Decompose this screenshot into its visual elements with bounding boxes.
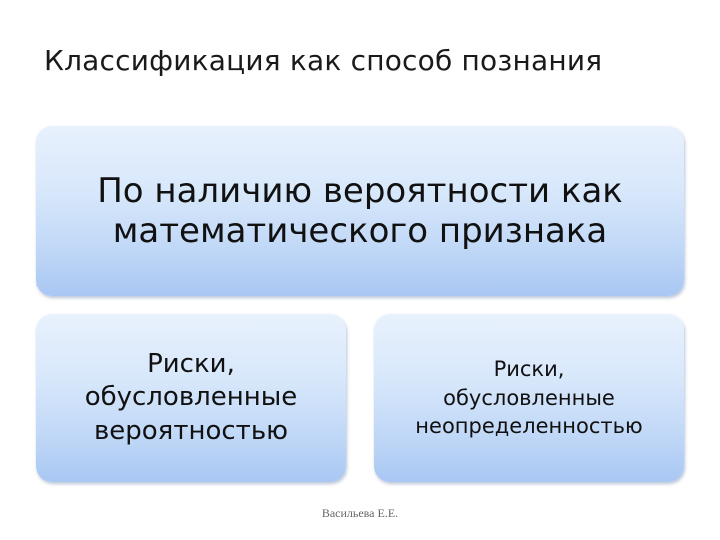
probability-risks-text: Риски, обусловленные вероятностью [84, 349, 298, 446]
uncertainty-risks-box [374, 314, 684, 482]
classification-criterion-box [36, 126, 684, 296]
probability-risks-box [36, 314, 346, 482]
uncertainty-risks-text: Риски, обусловленные неопределенностью [415, 357, 643, 439]
slide-title: Классификация как способ познания [44, 44, 603, 77]
classification-criterion-text: По наличию вероятности как математического признака [97, 170, 623, 251]
author-footer: Васильева Е.Е. [321, 506, 399, 520]
